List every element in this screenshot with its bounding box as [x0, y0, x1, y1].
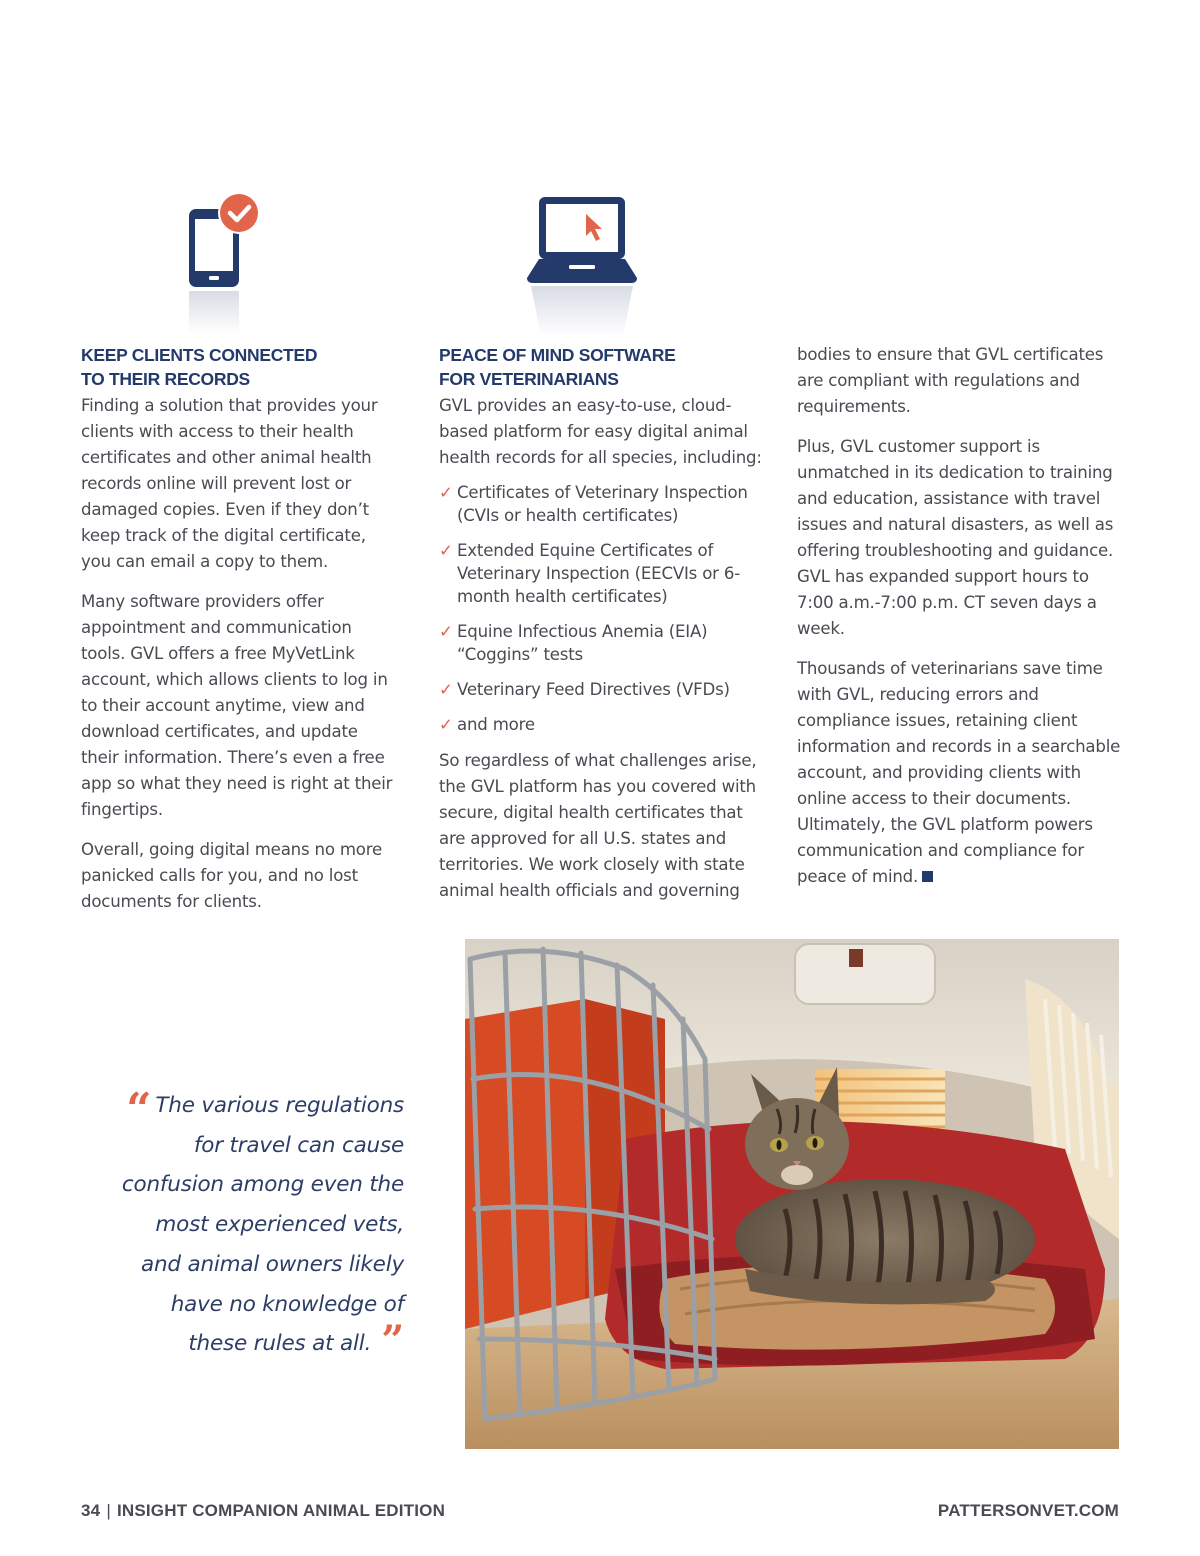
paragraph: Overall, going digital means no more panicked calls for you, and no lost documents for clients.	[81, 840, 383, 911]
certificate-list	[439, 481, 764, 736]
laptop-cursor-icon	[526, 196, 638, 336]
quote-line: “ The various regulations	[126, 1084, 404, 1135]
quote-line: most experienced vets,	[155, 1212, 404, 1238]
paragraph: Many software providers offer appointment and communication tools. GVL offers a free MyVetLink account, which allows clients to log in to their account anytime, view and download certificates, and update their information. There’s even a free app so what they need is right at their fingertips.	[81, 592, 393, 819]
footer-publication: 34 | INSIGHT COMPANION ANIMAL EDITION	[81, 1501, 446, 1520]
paragraph: Finding a solution that provides your clients with access to their health certificates and other animal health records online will prevent lost or damaged copies. Even if they don’t keep track of the digital certificate, you can email a copy to them.	[81, 396, 378, 571]
page-number: 34	[81, 1501, 101, 1520]
quote-line: for travel can cause	[193, 1132, 404, 1158]
paragraph: Plus, GVL customer support is unmatched in its dedication to training and education, assistance with travel issues and natural disasters, as well as offering troubleshooting and guidance. GVL has expanded support hours to 7:00 a.m.-7:00 p.m. CT seven days a week.	[797, 437, 1114, 638]
column-keep-clients-connected	[81, 343, 399, 929]
list-item: ✓ Extended Equine Certificates of Veterinary Inspection (EECVIs or 6-month health certificates)	[439, 541, 740, 606]
section-heading: PEACE OF MIND SOFTWARE FOR VETERINARIANS	[439, 345, 676, 389]
publication-name: INSIGHT COMPANION ANIMAL EDITION	[116, 1501, 446, 1520]
paragraph: Thousands of veterinarians save time with GVL, reducing errors and compliance issues, retaining client information and records in a searchable account, and providing clients with online access to their documents. Ultimately, the GVL platform powers communication and compliance for peace of mind.	[797, 659, 1121, 886]
phone-check-icon	[180, 190, 264, 335]
section-heading: KEEP CLIENTS CONNECTED TO THEIR RECORDS	[81, 345, 318, 389]
quote-line: these rules at all. ”	[188, 1317, 404, 1365]
checkmark-icon: ✓	[439, 483, 453, 502]
column-peace-of-mind-software	[439, 343, 764, 918]
paragraph: So regardless of what challenges arise, the GVL platform has you covered with secure, digital health certificates that are approved for all U.S. states and territories. We work closely with state animal health officials and governing	[439, 751, 757, 900]
cat-in-carrier-photo	[465, 939, 1119, 1449]
list-item: ✓ Certificates of Veterinary Inspection (CVIs or health certificates)	[439, 483, 748, 525]
checkmark-icon: ✓	[439, 715, 453, 734]
checkmark-icon: ✓	[439, 541, 453, 560]
close-quote-mark: ”	[381, 1317, 404, 1365]
list-item: ✓ Veterinary Feed Directives (VFDs)	[439, 680, 730, 699]
open-quote-mark: “	[126, 1084, 152, 1135]
checkmark-icon: ✓	[439, 680, 453, 699]
footer-website-link[interactable]: PATTERSONVET.COM	[937, 1501, 1119, 1520]
paragraph-intro: GVL provides an easy-to-use, cloud-based platform for easy digital animal health records for all species, including:	[439, 396, 762, 467]
column-continued	[797, 342, 1122, 904]
quote-line: confusion among even the	[121, 1172, 404, 1198]
paragraph: bodies to ensure that GVL certificates are compliant with regulations and requirements.	[797, 345, 1104, 416]
list-item: ✓ Equine Infectious Anemia (EIA) “Coggins” tests	[439, 622, 708, 664]
checkmark-icon: ✓	[439, 622, 453, 641]
pull-quote	[100, 1086, 404, 1364]
quote-line: have no knowledge of	[170, 1291, 404, 1317]
list-item: ✓ and more	[439, 715, 535, 734]
quote-line: and animal owners likely	[141, 1251, 404, 1277]
end-of-article-mark	[922, 871, 933, 882]
